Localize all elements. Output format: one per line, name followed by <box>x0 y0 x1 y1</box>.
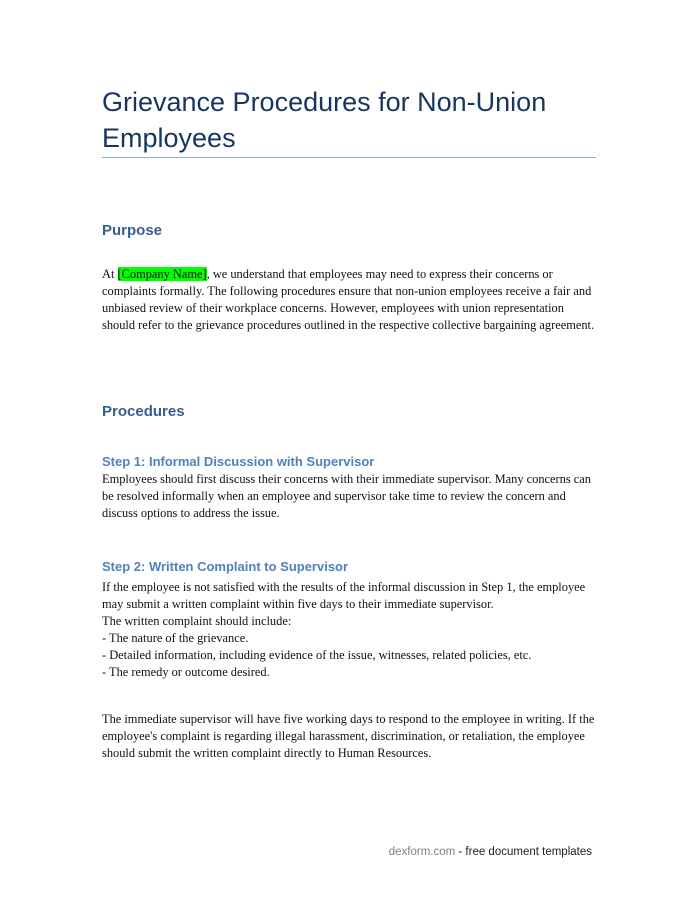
purpose-intro-prefix: At <box>102 267 118 281</box>
step-2-list-item: - Detailed information, including evidence of the issue, witnesses, related policies, etc. <box>102 648 532 662</box>
step-2-line: The written complaint should include: <box>102 614 292 628</box>
heading-purpose: Purpose <box>102 222 163 239</box>
purpose-intro-rest: , we understand that employees may need to express their concerns or complaints formally. The following procedures ensure that non-union employees receive a fair and unbiased review of their workplace concerns. However, employees with union representation should refer to the grievance procedures outlined in the respective collective bargaining agreement. <box>102 267 595 332</box>
step-2-followup: The immediate supervisor will have five working days to respond to the employee in writing. If the employee's complaint is regarding illegal harassment, discrimination, or retaliation, the employee should submit the written complaint directly to Human Resources. <box>102 712 595 760</box>
step-2-body <box>102 579 596 681</box>
heading-procedures: Procedures <box>102 403 185 420</box>
footer-brand-link[interactable]: dexform.com <box>388 846 456 858</box>
document-title: Grievance Procedures for Non-Union Employees <box>102 87 547 153</box>
step-1-body: Employees should first discuss their concerns with their immediate supervisor. Many concerns can be resolved informally when an employee and supervisor take time to review the concern and discuss options to address the issue. <box>102 472 591 520</box>
purpose-paragraph <box>102 266 596 334</box>
step-2-line: If the employee is not satisfied with the results of the informal discussion in Step 1, the employee may submit a written complaint within five days to their immediate supervisor. <box>102 580 586 611</box>
step-1-heading: Step 1: Informal Discussion with Supervisor <box>102 454 375 469</box>
footer <box>389 846 592 858</box>
footer-tagline: - free document templates <box>455 846 592 858</box>
step-2-list-item: - The remedy or outcome desired. <box>102 665 270 679</box>
step-2-heading: Step 2: Written Complaint to Supervisor <box>102 559 349 574</box>
company-name-placeholder: [Company Name] <box>117 267 207 281</box>
step-2-list-item: - The nature of the grievance. <box>102 631 249 645</box>
title-divider <box>102 157 596 158</box>
